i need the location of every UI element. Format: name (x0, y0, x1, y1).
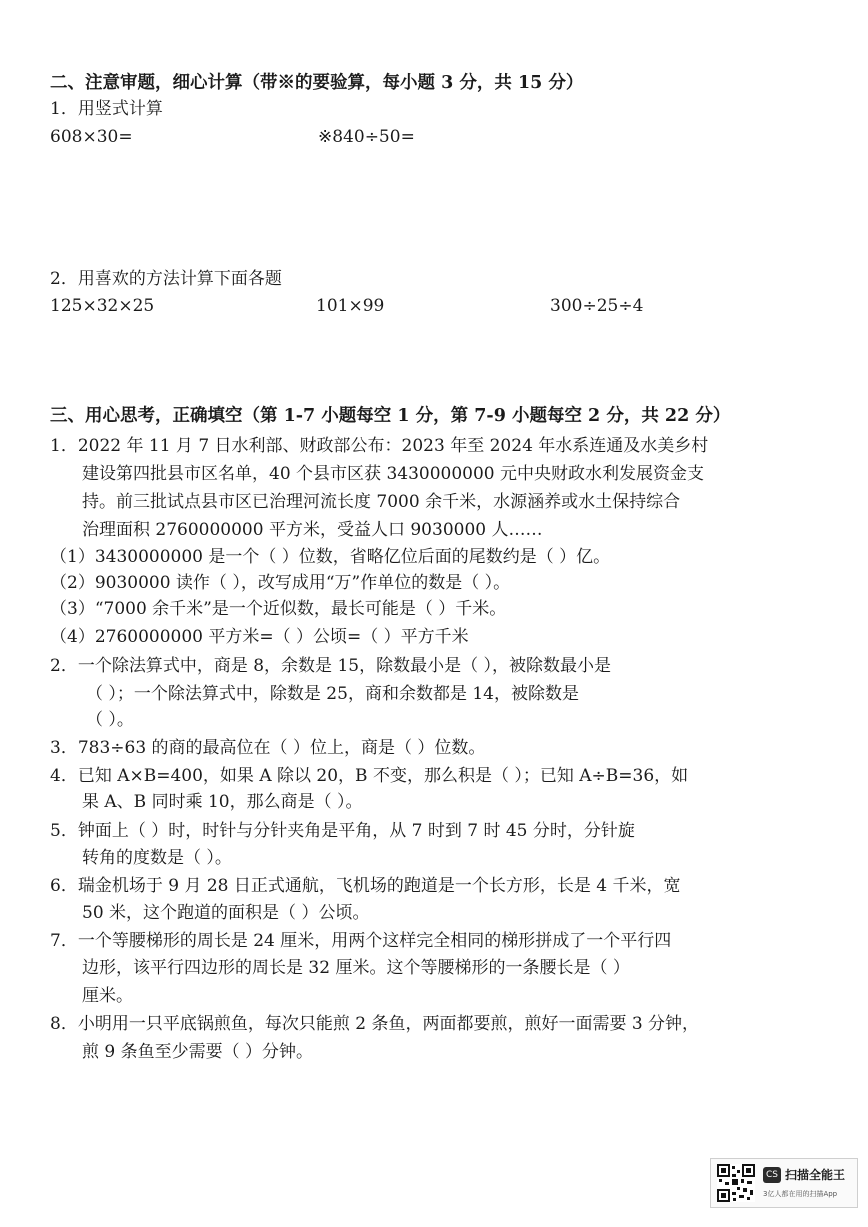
q3-7-line: 7．一个等腰梯形的周长是 24 厘米，用两个这样完全相同的梯形拼成了一个平行四 (50, 931, 672, 951)
q3-1-line: 建设第四批县市区名单，40 个县市区获 3430000000 元中央财政水利发展资金支 (82, 464, 705, 484)
q3-1-line: 持。前三批试点县市区已治理河流长度 7000 余千米，水源涵养或水土保持综合 (82, 492, 681, 512)
q3-4-line: 4．已知 A×B=400，如果 A 除以 20，B 不变，那么积是（ ）；已知 A÷B=36，如 (50, 766, 689, 786)
q3-1-sub-2: （2）9030000 读作（ ），改写成用“万”作单位的数是（ ）。 (50, 573, 511, 593)
qr-code-icon (717, 1164, 755, 1202)
q3-5-line: 5．钟面上（ ）时，时针与分针夹角是平角，从 7 时到 7 时 45 分时，分针旋 (50, 821, 635, 841)
q3-1-sub-3: （3）“7000 余千米”是一个近似数，最长可能是（ ）千米。 (50, 599, 507, 619)
q3-1-line: 治理面积 2760000000 平方米，受益人口 9030000 人…… (82, 520, 543, 540)
section-3-title: 三、用心思考，正确填空（第 1-7 小题每空 1 分，第 7-9 小题每空 2 分，共 22 分） (50, 406, 731, 426)
section-2-title: 二、注意审题，细心计算（带※的要验算，每小题 3 分，共 15 分） (50, 73, 584, 93)
q3-1-sub-4: （4）2760000000 平方米=（ ）公顷=（ ）平方千米 (50, 627, 469, 647)
problem-608x30: 608×30= (50, 127, 133, 147)
scanner-watermark (710, 1158, 858, 1208)
q3-2-line: （ ）。 (86, 710, 134, 730)
q3-5-line: 转角的度数是（ ）。 (82, 848, 232, 868)
q3-6-line: 6．瑞金机场于 9 月 28 日正式通航，飞机场的跑道是一个长方形，长是 4 千米，宽 (50, 876, 681, 896)
q3-6-line: 50 米，这个跑道的面积是（ ）公顷。 (82, 903, 370, 923)
q3-2-line: 2．一个除法算式中，商是 8，余数是 15，除数最小是（ ），被除数最小是 (50, 656, 611, 676)
watermark-title: 扫描全能王 (785, 1168, 846, 1182)
q3-1-sub-1: （1）3430000000 是一个（ ）位数，省略亿位后面的尾数约是（ ）亿。 (50, 547, 611, 567)
problem-840div50: ※840÷50= (318, 127, 415, 147)
watermark-subtitle: 3亿人都在用的扫描App (763, 1190, 838, 1198)
q3-3-line: 3．783÷63 的商的最高位在（ ）位上，商是（ ）位数。 (50, 738, 486, 758)
q3-8-line: 煎 9 条鱼至少需要（ ）分钟。 (82, 1042, 314, 1062)
q3-7-line: 厘米。 (82, 986, 133, 1006)
camscanner-logo-icon: CS (763, 1167, 781, 1183)
problem-125x32x25: 125×32×25 (50, 296, 155, 316)
problem-101x99: 101×99 (316, 296, 385, 316)
q3-1-line: 1．2022 年 11 月 7 日水利部、财政部公布：2023 年至 2024 年水系连通及水美乡村 (50, 436, 709, 456)
q2-2-label: 2．用喜欢的方法计算下面各题 (50, 269, 282, 289)
q3-4-line: 果 A、B 同时乘 10，那么商是（ ）。 (82, 792, 363, 812)
q3-2-line: （ ）；一个除法算式中，除数是 25，商和余数都是 14，被除数是 (86, 684, 579, 704)
q3-8-line: 8．小明用一只平底锅煎鱼，每次只能煎 2 条鱼，两面都要煎，煎好一面需要 3 分钟， (50, 1014, 700, 1034)
q2-1-label: 1．用竖式计算 (50, 99, 163, 119)
problem-300div25div4: 300÷25÷4 (550, 296, 644, 316)
q3-7-line: 边形，该平行四边形的周长是 32 厘米。这个等腰梯形的一条腰长是（ ） (82, 958, 630, 978)
